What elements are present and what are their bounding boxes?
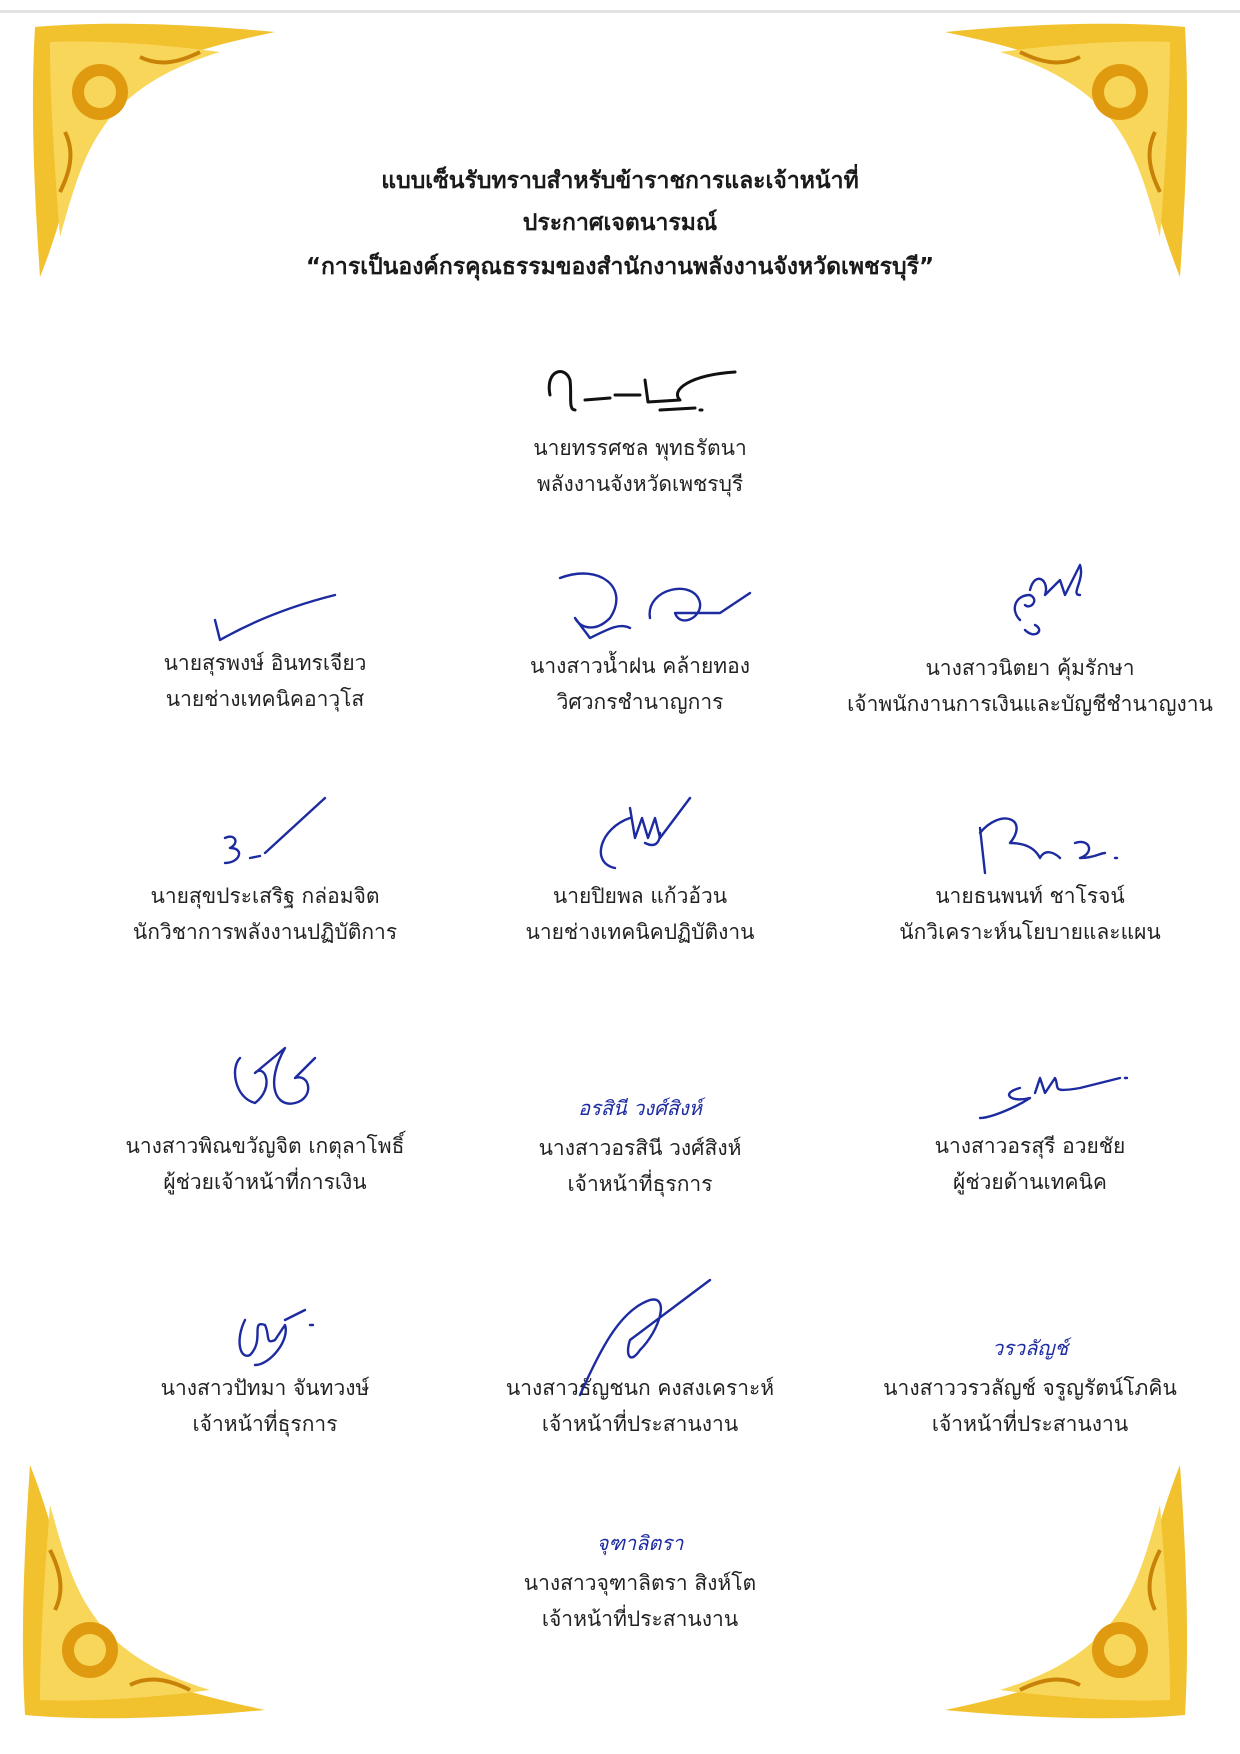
signer-name: นางสาวอรสุรี อวยชัย <box>934 1134 1126 1158</box>
signer-position: เจ้าหน้าที่ประสานงาน <box>541 1607 739 1631</box>
signer-block <box>820 545 1240 722</box>
signature <box>430 1028 850 1130</box>
signer-position: พลังงานจังหวัดเพชรบุรี <box>536 472 744 496</box>
signer-position: ผู้ช่วยเจ้าหน้าที่การเงิน <box>163 1170 367 1194</box>
signer-block <box>55 1028 475 1200</box>
signature-script: จุฑาลิตรา <box>596 1531 684 1555</box>
signature-script: อรสินี วงศ์สิงห์ <box>578 1096 702 1120</box>
signer-name: นางสาวน้ำฝน คล้ายทอง <box>529 654 750 678</box>
signature-script: วรวลัญช์ <box>991 1336 1069 1360</box>
signer-name: นายทรรศชล พุทธรัตนา <box>533 436 747 460</box>
signer-name: นางสาวพิณขวัญจิต เกตุลาโพธิ์ <box>125 1134 405 1158</box>
signer-name: นางสาวปัทมา จันทวงษ์ <box>160 1376 370 1400</box>
signer-block <box>820 1270 1240 1442</box>
signer-name: นายปิยพล แก้วอ้วน <box>552 884 728 908</box>
signer-position: วิศวกรชำนาญการ <box>556 690 724 714</box>
signer-position: นายช่างเทคนิคปฏิบัติงาน <box>525 920 755 944</box>
signer-position: นักวิชาการพลังงานปฏิบัติการ <box>132 920 398 944</box>
signer-position: เจ้าหน้าที่ธุรการ <box>567 1172 713 1196</box>
signer-position: เจ้าพนักงานการเงินและบัญชีชำนาญงาน <box>847 692 1213 716</box>
signer-name: นายสุรพงษ์ อินทรเจียว <box>163 651 367 675</box>
document-title-line-3: “การเป็นองค์กรคุณธรรมของสำนักงานพลังงานจังหวัดเพชรบุรี” <box>305 254 935 280</box>
signature <box>430 545 850 648</box>
signer-position: เจ้าหน้าที่ประสานงาน <box>931 1412 1129 1436</box>
signer-position: นักวิเคราะห์นโยบายและแผน <box>899 920 1161 944</box>
signer-name: นางสาวธัญชนก คงสงเคราะห์ <box>505 1376 775 1400</box>
signature <box>430 1470 850 1565</box>
signature <box>430 1270 850 1370</box>
signer-block <box>55 545 475 717</box>
signer-block <box>820 778 1240 950</box>
signature <box>820 778 1240 878</box>
corner-ornament-top-left <box>30 22 280 282</box>
signer-position: เจ้าหน้าที่ประสานงาน <box>541 1412 739 1436</box>
signer-name: นายสุขประเสริฐ กล่อมจิต <box>150 884 380 908</box>
signature <box>430 330 850 430</box>
signer-name: นายธนพนท์ ชาโรจน์ <box>935 884 1125 908</box>
signature <box>55 778 475 878</box>
signer-block <box>430 1470 850 1637</box>
corner-ornament-top-right <box>940 22 1190 282</box>
signer-block <box>55 1270 475 1442</box>
top-rule <box>0 10 1240 13</box>
corner-ornament-bottom-left <box>20 1460 270 1720</box>
signer-block-director <box>430 330 850 502</box>
signer-block <box>430 1028 850 1202</box>
signature <box>55 545 475 645</box>
signer-position: เจ้าหน้าที่ธุรการ <box>192 1412 338 1436</box>
document-title-line-1: แบบเซ็นรับทราบสำหรับข้าราชการและเจ้าหน้าที่ <box>381 168 859 194</box>
signature <box>820 545 1240 650</box>
signer-block <box>430 1270 850 1442</box>
document-title-line-2: ประกาศเจตนารมณ์ <box>522 210 718 236</box>
signer-name: นางสาววรวลัญช์ จรูญรัตน์โภคิน <box>883 1376 1177 1400</box>
signer-block <box>55 778 475 950</box>
signer-block <box>820 1028 1240 1200</box>
signature <box>55 1270 475 1370</box>
signer-block <box>430 778 850 950</box>
signer-name: นางสาวจุฑาลิตรา สิงห์โต <box>523 1571 757 1595</box>
signer-position: นายช่างเทคนิคอาวุโส <box>165 687 365 711</box>
signature <box>430 778 850 878</box>
signature <box>820 1270 1240 1370</box>
signer-name: นางสาวอรสินี วงศ์สิงห์ <box>538 1136 742 1160</box>
signer-block <box>430 545 850 720</box>
signature <box>55 1028 475 1128</box>
corner-ornament-bottom-right <box>940 1460 1190 1720</box>
signer-position: ผู้ช่วยด้านเทคนิค <box>953 1170 1107 1194</box>
signature <box>820 1028 1240 1128</box>
signer-name: นางสาวนิตยา คุ้มรักษา <box>925 656 1135 680</box>
